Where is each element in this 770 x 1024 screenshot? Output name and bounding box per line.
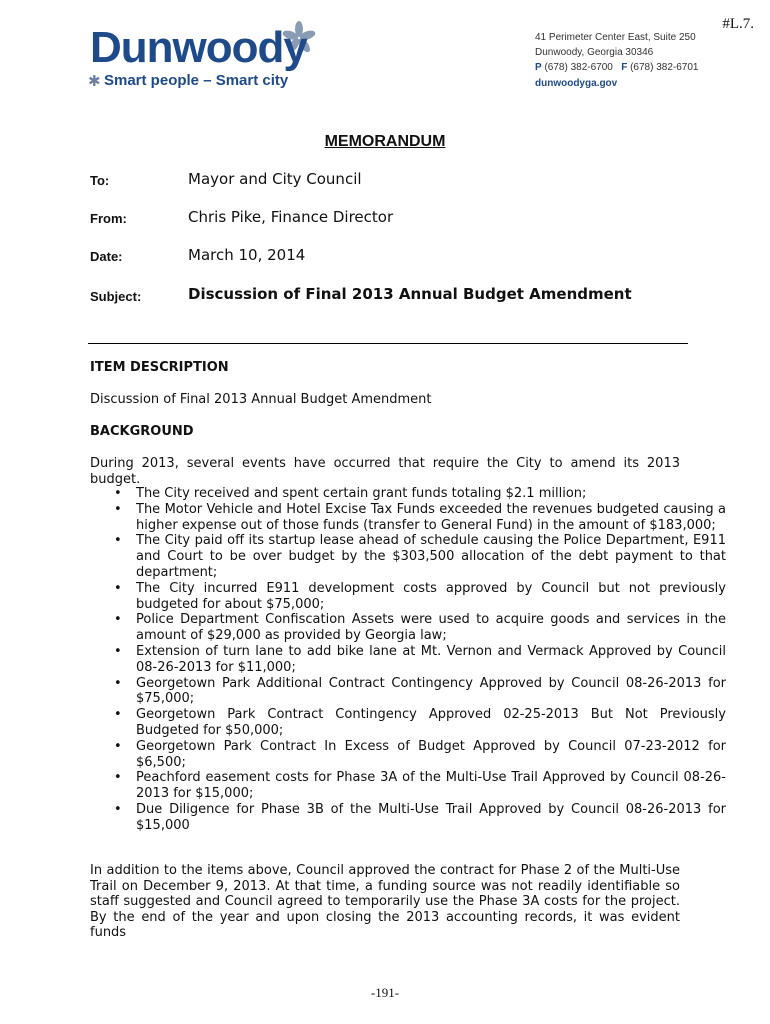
address-line-2: Dunwoody, Georgia 30346 bbox=[535, 47, 654, 58]
logo-tagline: Smart people – Smart city bbox=[104, 72, 289, 89]
website-link[interactable]: dunwoodyga.gov bbox=[535, 78, 618, 89]
to-value: Mayor and City Council bbox=[188, 170, 362, 188]
list-item: • Georgetown Park Contract Contingency Approved 02-25-2013 But Not Previously Budgeted for $50,000; bbox=[114, 707, 726, 738]
date-value: March 10, 2014 bbox=[188, 246, 306, 264]
page-number: -191- bbox=[370, 985, 400, 1000]
subject-label: Subject: bbox=[90, 289, 142, 304]
list-item: • The City incurred E911 development costs approved by Council but not previously budgeted for about $75,000; bbox=[114, 580, 726, 612]
list-item: • Police Department Confiscation Assets were used to acquire goods and services in the amount of $29,000 as provided by Georgia law; bbox=[114, 612, 726, 644]
list-item: • Georgetown Park Contract In Excess of Budget Approved by Council 07-23-2012 for $6,500; bbox=[114, 738, 726, 770]
background-heading: BACKGROUND bbox=[90, 424, 194, 439]
item-description-text: Discussion of Final 2013 Annual Budget Amendment bbox=[90, 392, 432, 407]
list-item: • Georgetown Park Additional Contract Contingency Approved by Council 08-26-2013 for $75,000; bbox=[114, 675, 726, 707]
background-bullet-list bbox=[90, 486, 726, 834]
address-line-1: 41 Perimeter Center East, Suite 250 bbox=[535, 32, 696, 43]
list-item: • The City paid off its startup lease ahead of schedule causing the Police Department, E911 and Court to be over budget by the $303,500 allocation of the debt payment to that department; bbox=[114, 533, 726, 580]
background-intro: During 2013, several events have occurred that require the City to amend its 2013 budget. bbox=[90, 456, 680, 487]
from-value: Chris Pike, Finance Director bbox=[188, 208, 394, 226]
divider bbox=[88, 343, 688, 344]
list-item: • The Motor Vehicle and Hotel Excise Tax Funds exceeded the revenues budgeted causing a higher expense out of those funds (transfer to General Fund) in the amount of $183,000; bbox=[114, 501, 726, 533]
list-item: • Due Diligence for Phase 3B of the Multi-Use Trail Approved by Council 08-26-2013 for $15,000 bbox=[114, 801, 726, 833]
date-label: Date: bbox=[90, 249, 123, 264]
to-label: To: bbox=[90, 173, 110, 188]
fax-label: F bbox=[621, 62, 628, 73]
contact-phone-fax bbox=[535, 62, 698, 73]
small-star-icon: ✱ bbox=[88, 72, 101, 90]
memo-title: MEMORANDUM bbox=[324, 133, 446, 150]
logo-wordmark: Dunwoody bbox=[90, 23, 307, 72]
background-closing-paragraph: In addition to the items above, Council approved the contract for Phase 2 of the Multi-Use Trail on December 9, 2013. At that time, a funding source was not readily identifiable so staff suggested and Council agreed to temporarily use the Phase 3A costs for the project. By the end of the year and upon closing the 2013 accounting records, it was evident funds bbox=[90, 863, 680, 940]
list-item: • The City received and spent certain grant funds totaling $2.1 million; bbox=[114, 486, 587, 501]
phone-number: (678) 382-6700 bbox=[544, 62, 613, 73]
fax-number: (678) 382-6701 bbox=[630, 62, 699, 73]
document-reference: #L.7. bbox=[722, 16, 754, 32]
from-label: From: bbox=[90, 211, 127, 226]
subject-value: Discussion of Final 2013 Annual Budget Amendment bbox=[188, 285, 632, 303]
phone-label: P bbox=[535, 62, 542, 73]
list-item: • Peachford easement costs for Phase 3A of the Multi-Use Trail Approved by Council 08-26-2013 for $15,000; bbox=[114, 770, 726, 802]
list-item: • Extension of turn lane to add bike lane at Mt. Vernon and Vermack Approved by Council 08-26-2013 for $11,000; bbox=[114, 643, 726, 675]
item-description-heading: ITEM DESCRIPTION bbox=[90, 360, 229, 375]
